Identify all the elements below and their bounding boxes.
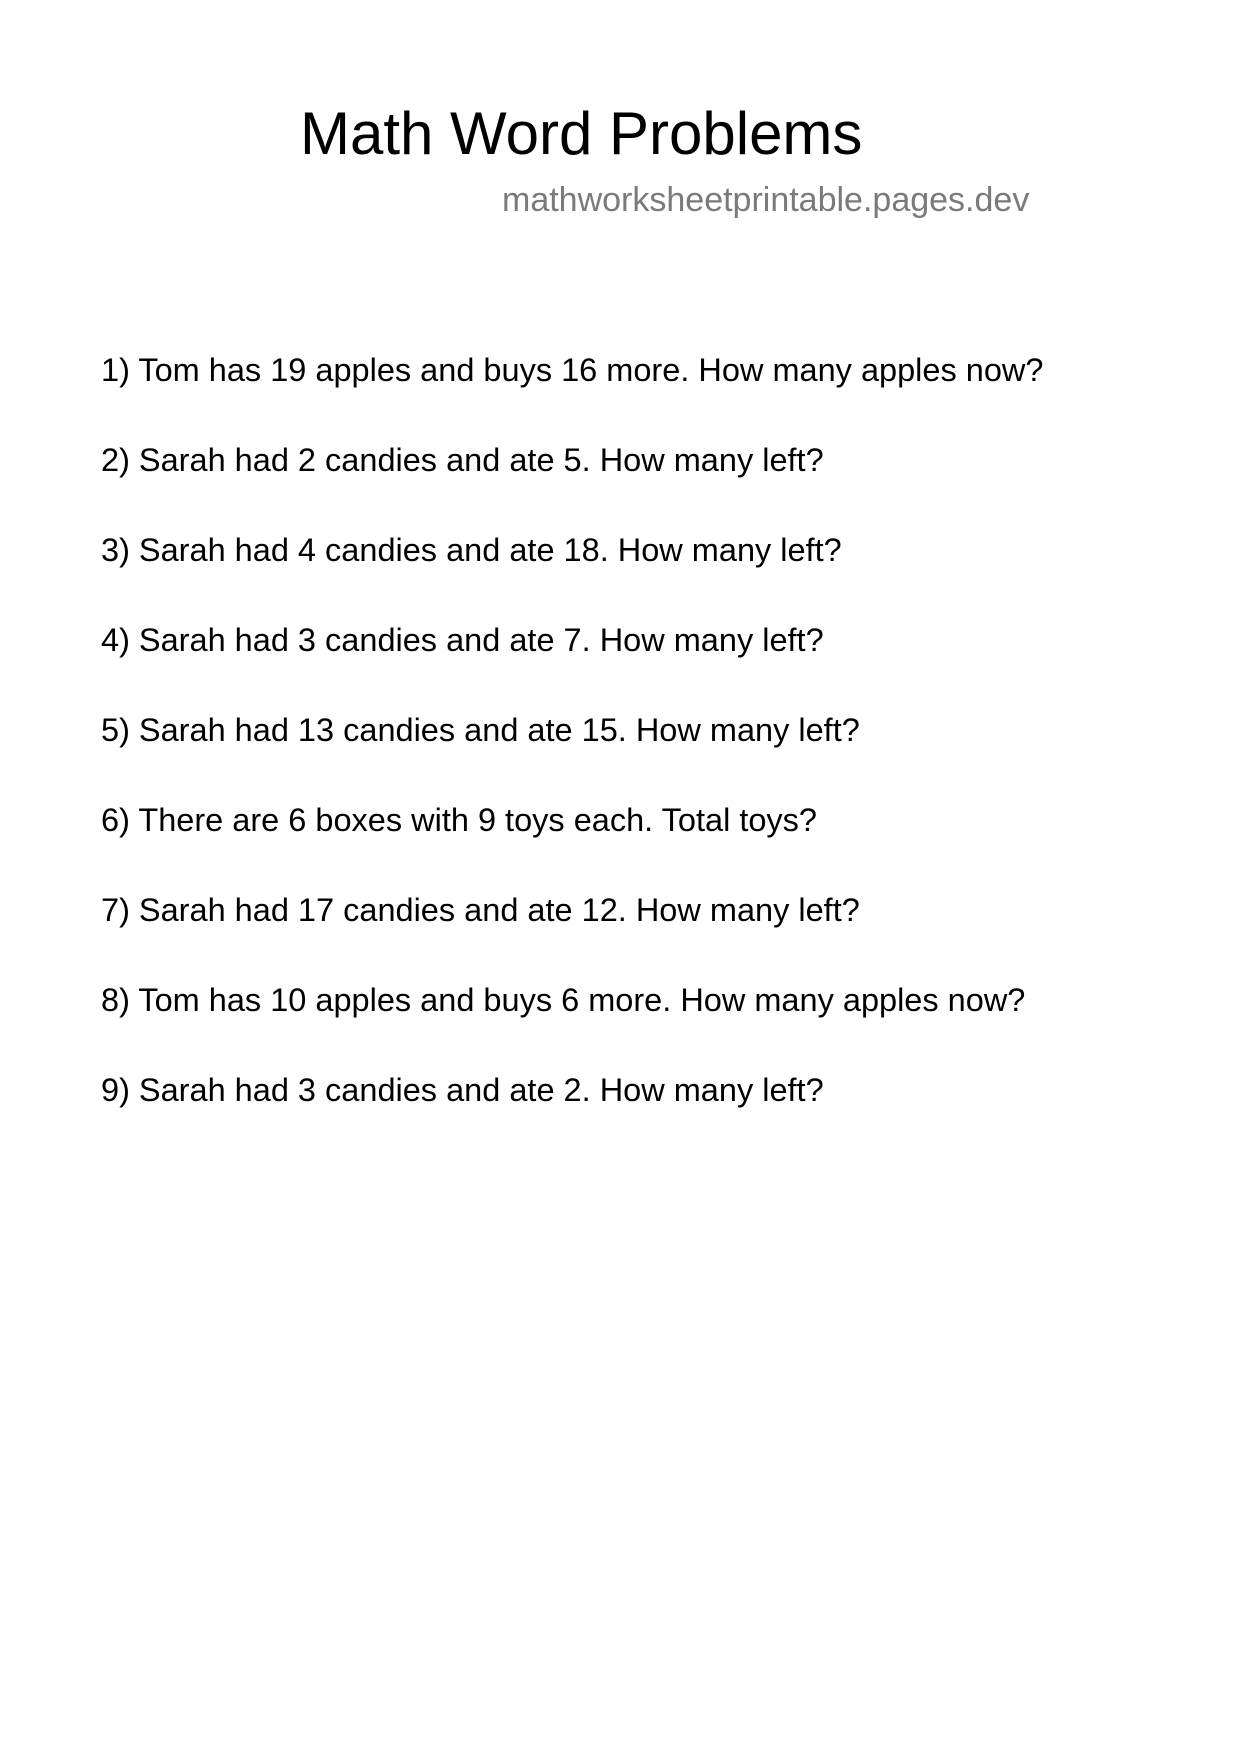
- problem-list: [101, 348, 1043, 1158]
- source-url: mathworksheetprintable.pages.dev: [502, 181, 1030, 219]
- problem-item: 7) Sarah had 17 candies and ate 12. How many left?: [101, 892, 860, 928]
- problem-item: 4) Sarah had 3 candies and ate 7. How many left?: [101, 622, 824, 658]
- page-title: Math Word Problems: [300, 100, 863, 167]
- problem-item: 9) Sarah had 3 candies and ate 2. How many left?: [101, 1072, 824, 1108]
- problem-item: 1) Tom has 19 apples and buys 16 more. How many apples now?: [101, 352, 1044, 388]
- problem-item: 6) There are 6 boxes with 9 toys each. Total toys?: [101, 802, 817, 838]
- problem-item: 2) Sarah had 2 candies and ate 5. How many left?: [101, 442, 824, 478]
- problem-item: 8) Tom has 10 apples and buys 6 more. How many apples now?: [101, 982, 1026, 1018]
- problem-item: 5) Sarah had 13 candies and ate 15. How many left?: [101, 712, 860, 748]
- problem-item: 3) Sarah had 4 candies and ate 18. How many left?: [101, 532, 842, 568]
